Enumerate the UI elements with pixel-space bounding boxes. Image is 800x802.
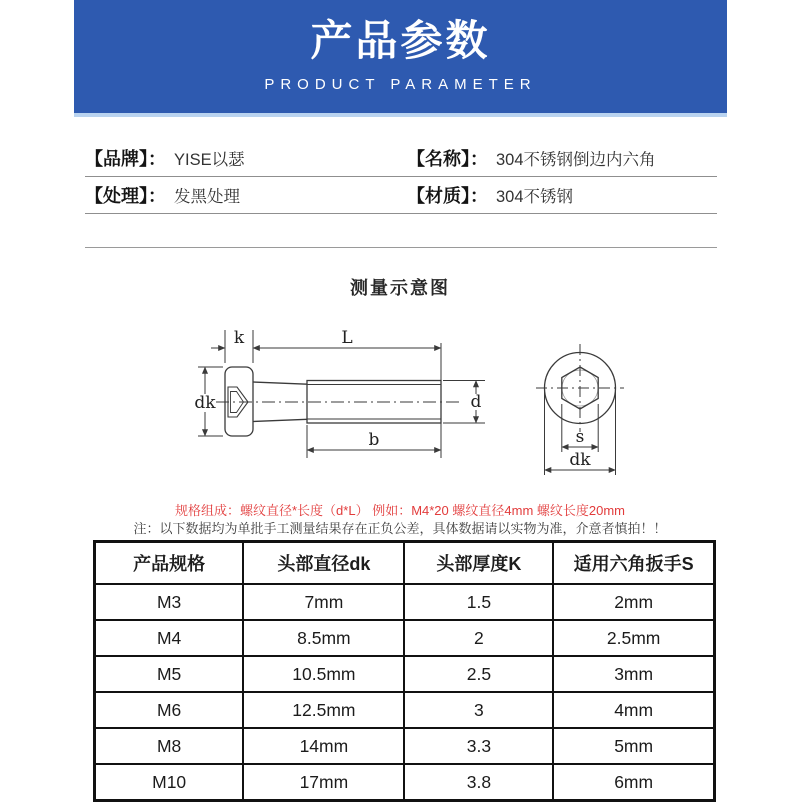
brand-label: 【品牌】： [85,149,166,169]
table-row [95,656,715,692]
info-row-brand-name [85,140,717,177]
cell-k: 3 [404,692,553,728]
dim-label-k: k [233,328,245,348]
dim-label-dk-end: dk [569,450,591,470]
banner-title: 产品参数 [310,17,491,64]
header-head-diameter: 头部直径dk [243,542,404,585]
threaded-shaft [307,381,441,424]
table-row [95,728,715,764]
cell-dk: 8.5mm [243,620,404,656]
cell-s: 5mm [553,728,714,764]
cell-spec: M4 [95,620,244,656]
cell-spec: M5 [95,656,244,692]
table-row [95,620,715,656]
cell-k: 2.5 [404,656,553,692]
cell-k: 1.5 [404,584,553,620]
product-info [85,140,717,214]
product-parameter-banner [74,0,727,117]
cell-dk: 10.5mm [243,656,404,692]
cell-k: 3.8 [404,764,553,801]
name-field [407,145,717,171]
spec-composition-note: 规格组成：螺纹直径*长度（d*L） 例如：M4*20 螺纹直径4mm 螺纹长度20mm [175,503,625,518]
cell-s: 6mm [553,764,714,801]
section-divider [85,247,717,248]
material-value: 304不锈钢 [496,188,574,206]
finish-field [85,182,407,208]
header-hex-wrench: 适用六角扳手S [553,542,714,585]
cell-s: 4mm [553,692,714,728]
name-value: 304不锈钢倒边内六角 [496,151,656,169]
cell-k: 3.3 [404,728,553,764]
cell-spec: M8 [95,728,244,764]
screw-measurement-diagram [180,318,660,486]
table-header-row [95,542,715,585]
cell-spec: M6 [95,692,244,728]
cell-dk: 7mm [243,584,404,620]
info-row-finish-material [85,177,717,214]
finish-value: 发黑处理 [174,188,240,206]
material-field [407,182,717,208]
header-head-thickness: 头部厚度K [404,542,553,585]
cell-spec: M10 [95,764,244,801]
cell-s: 2mm [553,584,714,620]
brand-field [85,145,407,171]
dim-label-L: L [341,328,353,348]
tolerance-note: 注：以下数据均为单批手工测量结果存在正负公差，具体数据请以实物为准，介意者慎拍！！ [133,521,667,536]
cell-spec: M3 [95,584,244,620]
dim-label-d: d [470,392,482,412]
cell-s: 3mm [553,656,714,692]
table-row [95,584,715,620]
diagram-title: 测量示意图 [350,278,450,298]
finish-label: 【处理】： [85,186,166,206]
dim-label-s: s [575,427,585,447]
cell-s: 2.5mm [553,620,714,656]
cell-dk: 14mm [243,728,404,764]
cell-dk: 12.5mm [243,692,404,728]
cell-dk: 17mm [243,764,404,801]
cell-k: 2 [404,620,553,656]
dim-label-dk-side: dk [194,393,216,413]
dim-label-b: b [368,430,380,450]
name-label: 【名称】： [407,149,488,169]
table-row [95,692,715,728]
banner-subtitle: PRODUCT PARAMETER [264,76,537,93]
table-row [95,764,715,801]
header-product-spec: 产品规格 [95,542,244,585]
spec-table [93,540,716,802]
brand-value: YISE以瑟 [174,151,245,169]
material-label: 【材质】： [407,186,488,206]
